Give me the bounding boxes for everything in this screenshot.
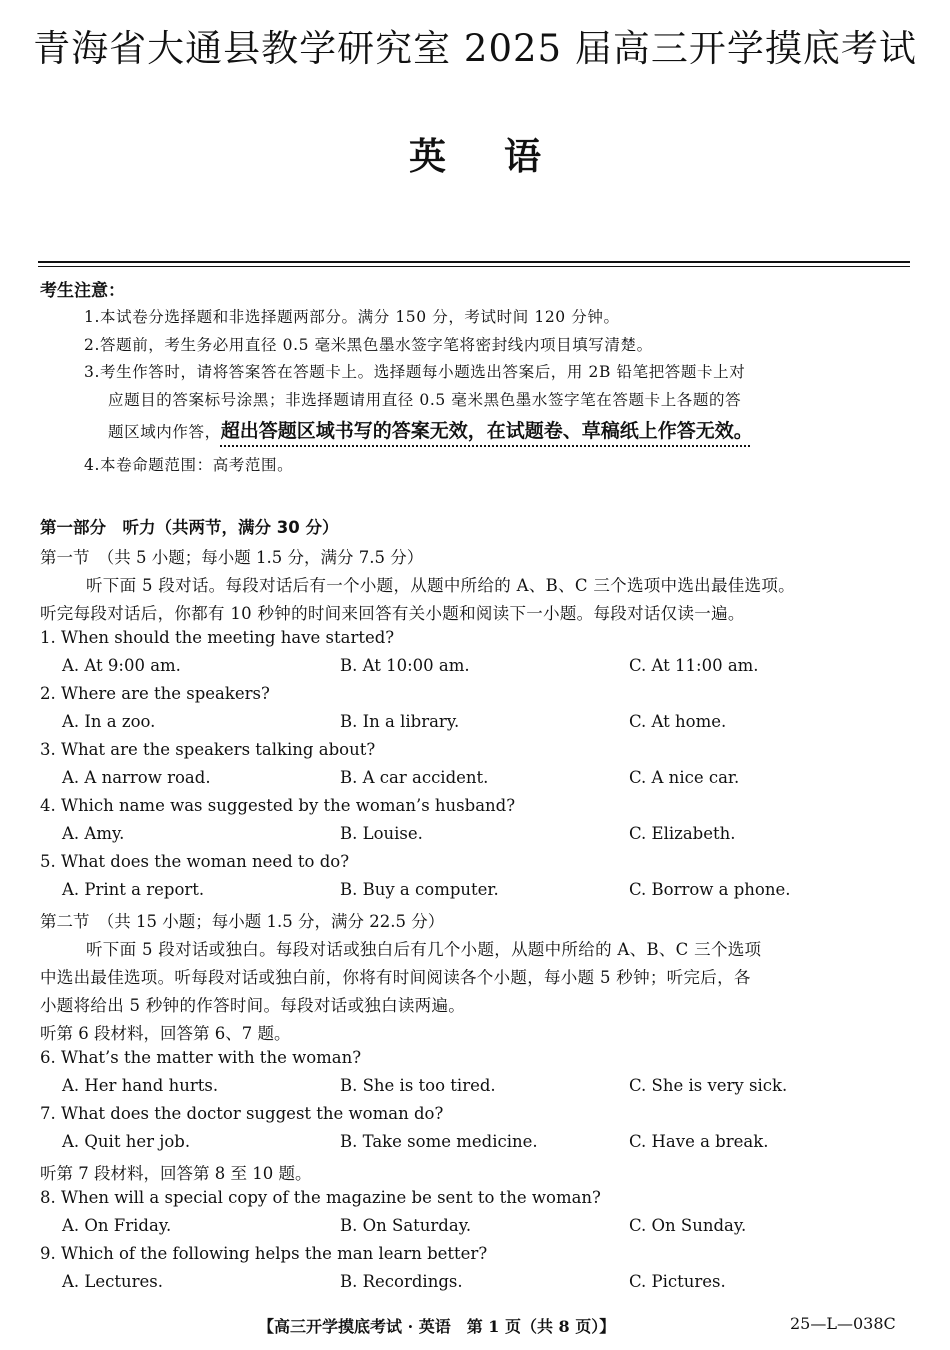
question-stem: 8. When will a special copy of the magazine be sent to the woman? — [40, 1188, 601, 1207]
question-stem: 1. When should the meeting have started? — [40, 628, 395, 647]
part1-title: 第一部分 听力（共两节，满分 30 分） — [40, 518, 339, 537]
material-7-heading: 听第 7 段材料，回答第 8 至 10 题。 — [40, 1164, 312, 1183]
notice-item-3-line-3 — [108, 416, 753, 443]
option-b: B. On Saturday. — [340, 1216, 472, 1235]
section2-instruction-1: 听下面 5 段对话或独白。每段对话或独白后有几个小题，从题中所给的 A、B、C 三个选项 — [86, 940, 762, 959]
option-b: B. Buy a computer. — [340, 880, 499, 899]
question-stem: 5. What does the woman need to do? — [40, 852, 350, 871]
option-b: B. Take some medicine. — [340, 1132, 538, 1151]
option-a: A. On Friday. — [62, 1216, 172, 1235]
option-c: C. At home. — [629, 712, 727, 731]
question-stem: 3. What are the speakers talking about? — [40, 740, 376, 759]
option-a: A. Lectures. — [62, 1272, 163, 1291]
option-a: A. Quit her job. — [62, 1132, 191, 1151]
notice-item-1: 1.本试卷分选择题和非选择题两部分。满分 150 分，考试时间 120 分钟。 — [84, 308, 620, 326]
option-a: A. Amy. — [62, 824, 125, 843]
question-stem: 9. Which of the following helps the man learn better? — [40, 1244, 488, 1263]
material-6-heading: 听第 6 段材料，回答第 6、7 题。 — [40, 1024, 291, 1043]
notice-item-3-line-1: 3.考生作答时，请将答案答在答题卡上。选择题每小题选出答案后，用 2B 铅笔把答题卡上对 — [84, 363, 746, 381]
page-footer: 【高三开学摸底考试 · 英语 第 1 页（共 8 页）】 — [258, 1317, 616, 1336]
notice-title: 考生注意： — [40, 281, 125, 301]
section2-instruction-3: 小题将给出 5 秒钟的作答时间。每段对话或独白读两遍。 — [40, 996, 466, 1015]
question-stem: 2. Where are the speakers? — [40, 684, 270, 703]
option-b: B. Louise. — [340, 824, 423, 843]
question-stem: 6. What’s the matter with the woman? — [40, 1048, 362, 1067]
section1-title: 第一节 （共 5 小题；每小题 1.5 分，满分 7.5 分） — [40, 548, 424, 567]
option-a: A. Her hand hurts. — [62, 1076, 219, 1095]
option-a: A. In a zoo. — [62, 712, 156, 731]
option-c: C. Pictures. — [629, 1272, 726, 1291]
option-b: B. A car accident. — [340, 768, 489, 787]
exam-title: 青海省大通县教学研究室 2025 届高三开学摸底考试 — [33, 27, 917, 70]
option-c: C. At 11:00 am. — [629, 656, 759, 675]
option-b: B. She is too tired. — [340, 1076, 496, 1095]
notice-emphasis: 超出答题区域书写的答案无效，在试题卷、草稿纸上作答无效。 — [220, 420, 753, 442]
option-c: C. On Sunday. — [629, 1216, 747, 1235]
option-b: B. In a library. — [340, 712, 460, 731]
option-c: C. She is very sick. — [629, 1076, 788, 1095]
notice-item-2: 2.答题前，考生务必用直径 0.5 毫米黑色墨水签字笔将密封线内项目填写清楚。 — [84, 336, 653, 354]
notice-item-3-text: 题区域内作答， — [108, 423, 221, 441]
subject-title: 英语 — [409, 135, 599, 178]
section1-instruction-1: 听下面 5 段对话。每段对话后有一个小题，从题中所给的 A、B、C 三个选项中选出最佳选项。 — [86, 576, 795, 595]
header-divider-thick — [38, 261, 910, 263]
section2-instruction-2: 中选出最佳选项。听每段对话或独白前，你将有时间阅读各个小题，每小题 5 秒钟；听完后，各 — [40, 968, 751, 987]
option-b: B. Recordings. — [340, 1272, 463, 1291]
section2-title: 第二节 （共 15 小题；每小题 1.5 分，满分 22.5 分） — [40, 912, 445, 931]
section1-instruction-2: 听完每段对话后，你都有 10 秒钟的时间来回答有关小题和阅读下一小题。每段对话仅读一遍。 — [40, 604, 745, 623]
question-stem: 7. What does the doctor suggest the woman do? — [40, 1104, 444, 1123]
option-c: C. Elizabeth. — [629, 824, 736, 843]
notice-item-3-line-2: 应题目的答案标号涂黑；非选择题请用直径 0.5 毫米黑色墨水签字笔在答题卡上各题的答 — [108, 391, 742, 409]
option-a: A. At 9:00 am. — [62, 656, 181, 675]
notice-item-4: 4.本卷命题范围：高考范围。 — [84, 456, 294, 474]
paper-code: 25—L—038C — [790, 1314, 896, 1333]
option-b: B. At 10:00 am. — [340, 656, 470, 675]
option-c: C. Have a break. — [629, 1132, 769, 1151]
option-c: C. A nice car. — [629, 768, 740, 787]
header-divider-thin — [38, 266, 910, 267]
option-a: A. Print a report. — [62, 880, 205, 899]
option-a: A. A narrow road. — [62, 768, 211, 787]
question-stem: 4. Which name was suggested by the woman’s husband? — [40, 796, 516, 815]
option-c: C. Borrow a phone. — [629, 880, 791, 899]
